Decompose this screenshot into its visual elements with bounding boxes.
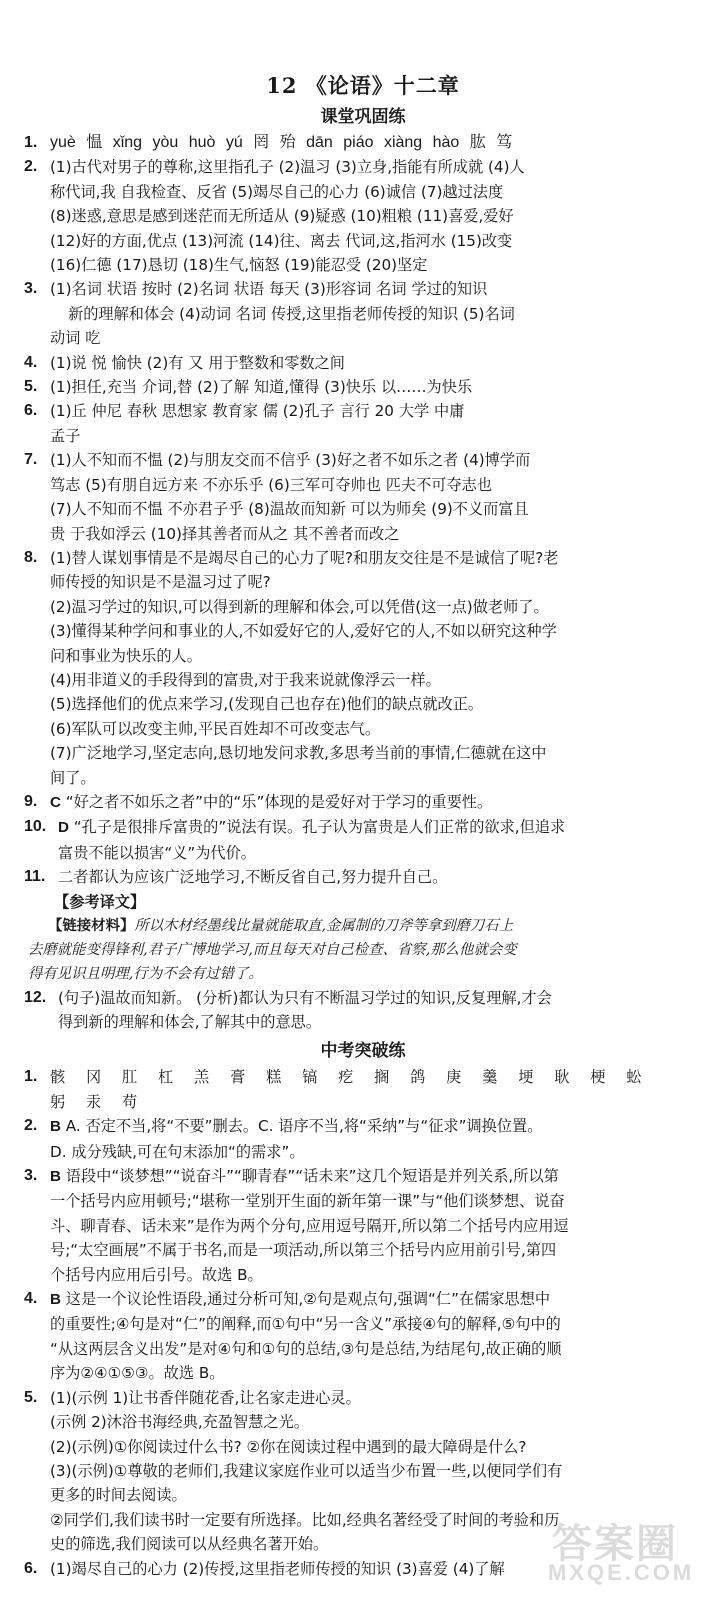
answer-line: (12)好的方面,优点 (13)河流 (14)往、离去 代词,这,指河水 (15)改变 xyxy=(50,231,513,250)
answer-line: (6)军队可以改变主帅,平民百姓却不可改变志气。 xyxy=(50,719,381,738)
answer-line: 师传授的知识是不是温习过了呢? xyxy=(50,573,271,592)
answer-choice: B xyxy=(50,1118,61,1136)
answer-line: (1)丘 仲尼 春秋 思想家 教育家 儒 (2)孔子 言行 20 大学 中庸 xyxy=(50,402,465,421)
question-number: 6. xyxy=(24,402,38,420)
section-heading-exam: 中考突破练 xyxy=(320,1041,406,1062)
exam-question-6 xyxy=(24,1557,702,1581)
question-number: 8. xyxy=(24,548,38,566)
answer-line: 这是一个议论性语段,通过分析可知,②句是观点句,强调“仁”在儒家思想中 xyxy=(65,1290,551,1309)
translation-line: 去磨就能变得锋利,君子广博地学习,而且每天对自己检查、省察,那么他就会变 xyxy=(28,941,517,958)
answer-line: (4)用非道义的手段得到的富贵,对于我来说就像浮云一样。 xyxy=(50,670,441,689)
answer-text: yuè 愠 xǐng yòu huò yú 罔 殆 dān piáo xiàng hào 肱 笃 xyxy=(50,134,513,151)
answer-line: 躬 汞 苟 xyxy=(50,1092,146,1111)
question-number: 6. xyxy=(24,1559,38,1577)
answer-line: “从这两层含义出发”是对④句和①句的总结,③句是总结,为结尾句,故正确的顺 xyxy=(50,1339,562,1358)
answer-line: 称代词,我 自我检查、反省 (5)竭尽自己的心力 (6)诚信 (7)越过法度 xyxy=(50,182,504,201)
question-11 xyxy=(24,865,702,889)
answer-line: (16)仁德 (17)恳切 (18)生气,恼怒 (19)能忍受 (20)坚定 xyxy=(50,256,428,275)
answer-line: A. 否定不当,将“不要”删去。C. 语序不当,将“采纳”与“征求”调换位置。 xyxy=(65,1117,543,1136)
answer-line: (3)(示例)①尊敬的老师们,我建议家庭作业可以适当少布置一些,以便同学们有 xyxy=(50,1461,563,1480)
answer-choice: B xyxy=(50,1168,61,1186)
section-heading-practice: 课堂巩固练 xyxy=(320,107,406,127)
page-title: 12 《论语》十二章 xyxy=(266,73,460,98)
question-number: 1. xyxy=(24,1068,38,1086)
question-12 xyxy=(24,986,702,1035)
question-number: 9. xyxy=(24,792,38,810)
answer-line: (1)名词 状语 按时 (2)名词 状语 每天 (3)形容词 名词 学过的知识 xyxy=(50,280,488,299)
answer-line: 更多的时间去阅读。 xyxy=(50,1486,187,1505)
answer-line: 斗、聊青春、话未来”是作为两个分句,应用逗号隔开,所以第二个括号内应用逗 xyxy=(50,1216,569,1235)
question-6 xyxy=(24,399,702,448)
answer-line: 间了。 xyxy=(50,768,96,787)
exam-question-2 xyxy=(24,1114,702,1164)
question-8 xyxy=(24,546,702,790)
answer-text: “好之者不如乐之者”中的“乐”体现的是爱好对于学习的重要性。 xyxy=(65,792,493,811)
question-number: 1. xyxy=(24,134,38,151)
answer-choice: B xyxy=(50,1291,61,1309)
answer-line: (1)人不知而不愠 (2)与朋友交而不信乎 (3)好之者不如乐之者 (4)博学而 xyxy=(50,451,531,470)
question-9 xyxy=(24,790,702,815)
exam-question-5 xyxy=(24,1386,702,1557)
question-1 xyxy=(24,131,702,155)
link-material-label: 【链接材料】 xyxy=(48,917,135,934)
question-4 xyxy=(24,351,702,375)
answer-line: (1)古代对男子的尊称,这里指孔子 (2)温习 (3)立身,指能有所成就 (4)人 xyxy=(50,158,525,177)
question-number: 4. xyxy=(24,353,38,371)
answer-line: 一个括号内应用顿号;“堪称一堂别开生面的新年第一课”与“他们谈梦想、说奋 xyxy=(50,1192,565,1211)
answer-line: 动词 吃 xyxy=(50,329,101,348)
answer-line: 个括号内应用后引号。故选 B。 xyxy=(50,1265,263,1284)
answer-line: (7)人不知而不愠 不亦君子乎 (8)温故而知新 可以为师矣 (9)不义而富且 xyxy=(50,500,529,519)
exam-question-1 xyxy=(24,1065,702,1114)
answer-line: 史的筛选,我们阅读可以从经典名著开始。 xyxy=(50,1535,329,1554)
answer-line: 贵 于我如浮云 (10)择其善者而从之 其不善者而改之 xyxy=(50,524,400,543)
question-5 xyxy=(24,375,702,399)
exam-question-3 xyxy=(24,1164,702,1287)
answer-line: 问和事业为快乐的人。 xyxy=(50,646,202,665)
question-10 xyxy=(24,815,702,865)
answer-line: 孟子 xyxy=(50,426,81,445)
reference-translation xyxy=(24,914,702,986)
exam-question-4 xyxy=(24,1287,702,1386)
question-number: 12. xyxy=(24,988,47,1006)
question-3 xyxy=(24,277,702,350)
reference-translation-heading: 【参考译文】 xyxy=(54,892,146,911)
question-number: 2. xyxy=(24,158,38,176)
watermark-cn-text: 答案圈 xyxy=(552,1521,678,1567)
answer-line: 号;“太空画展”不属于书名,而是一项活动,所以第三个括号内应用前引号,第四 xyxy=(50,1241,557,1260)
answer-line: ②同学们,我们读书时一定要有所选择。比如,经典名著经受了时间的考验和历 xyxy=(50,1510,560,1529)
question-number: 11. xyxy=(24,868,46,886)
answer-text: (1)说 悦 愉快 (2)有 又 用于整数和零数之间 xyxy=(50,353,345,372)
answer-line: 富贵不能以损害“义”为代价。 xyxy=(58,843,256,862)
answer-choice: D xyxy=(58,819,69,837)
answer-line: “孔子是很排斥富贵的”说法有误。孔子认为富贵是人们正常的欲求,但追求 xyxy=(73,818,566,837)
answer-line: 骸 冈 肛 杠 羔 膏 糕 镐 疙 搁 鸽 庚 羹 埂 耿 梗 蚣 xyxy=(50,1068,650,1087)
question-number: 3. xyxy=(24,1167,38,1185)
answer-choice: C xyxy=(50,793,61,811)
answer-line: (3)懂得某种学问和事业的人,不如爱好它的人,爱好它的人,不如以研究这种学 xyxy=(50,622,557,641)
answer-line: 语段中“谈梦想”“说奋斗”“聊青春”“话未来”这几个短语是并列关系,所以第 xyxy=(65,1167,559,1186)
answer-line: (2)温习学过的知识,可以得到新的理解和体会,可以凭借(这一点)做老师了。 xyxy=(50,597,549,616)
answer-line: (2)(示例)①你阅读过什么书? ②你在阅读过程中遇到的最大障碍是什么? xyxy=(50,1437,527,1456)
answer-line: (1)替人谋划事情是不是竭尽自己的心力了呢?和朋友交往是不是诚信了呢?老 xyxy=(50,548,559,567)
question-number: 5. xyxy=(24,378,38,396)
answer-line: 笃志 (5)有朋自远方来 不亦乐乎 (6)三军可夺帅也 匹夫不可夺志也 xyxy=(50,475,493,494)
answer-text: (1)担任,充当 介词,替 (2)了解 知道,懂得 (3)快乐 以……为快乐 xyxy=(50,378,473,397)
question-number: 5. xyxy=(24,1388,38,1406)
answer-line: D. 成分残缺,可在句末添加“的需求”。 xyxy=(50,1142,305,1161)
question-number: 10. xyxy=(24,818,47,836)
watermark-en-text: MXQE.COM xyxy=(548,1560,695,1585)
answer-line: 新的理解和体会 (4)动词 名词 传授,这里指老师传授的知识 (5)名词 xyxy=(68,304,515,323)
answer-line: (示例 2)沐浴书海经典,充盈智慧之光。 xyxy=(50,1413,309,1432)
answer-text: (1)竭尽自己的心力 (2)传授,这里指老师传授的知识 (3)喜爱 (4)了解 xyxy=(50,1559,505,1578)
answer-text: 二者都认为应该广泛地学习,不断反省自己,努力提升自己。 xyxy=(58,868,448,887)
answer-line: 得到新的理解和体会,了解其中的意思。 xyxy=(58,1013,322,1031)
answer-line: (1)(示例 1)让书香伴随花香,让名家走进心灵。 xyxy=(50,1388,361,1407)
answer-line: (5)选择他们的优点来学习,(发现自己也存在)他们的缺点就改正。 xyxy=(50,695,484,714)
answer-line: 的重要性;④句是对“仁”的阐释,而①句中“另一含义”承接④句的解释,⑤句中的 xyxy=(50,1315,561,1334)
question-number: 4. xyxy=(24,1290,38,1308)
answer-line: (7)广泛地学习,坚定志向,恳切地发问求教,多思考当前的事情,仁德就在这中 xyxy=(50,744,547,763)
question-number: 3. xyxy=(24,280,38,298)
answer-line: (8)迷惑,意思是感到迷茫而无所适从 (9)疑惑 (10)粗粮 (11)喜爱,爱好 xyxy=(50,207,514,226)
translation-line: 所以木材经墨线比量就能取直,金属制的刀斧等拿到磨刀石上 xyxy=(134,917,514,934)
question-2 xyxy=(24,155,702,277)
translation-line: 得有见识且明理,行为不会有过错了。 xyxy=(28,965,263,982)
question-number: 2. xyxy=(24,1117,38,1135)
question-number: 7. xyxy=(24,451,38,469)
question-7 xyxy=(24,448,702,546)
answer-line: 序为②④①⑤③。故选 B。 xyxy=(50,1364,225,1383)
answer-line: (句子)温故而知新。 (分析)都认为只有不断温习学过的知识,反复理解,才会 xyxy=(58,988,552,1007)
